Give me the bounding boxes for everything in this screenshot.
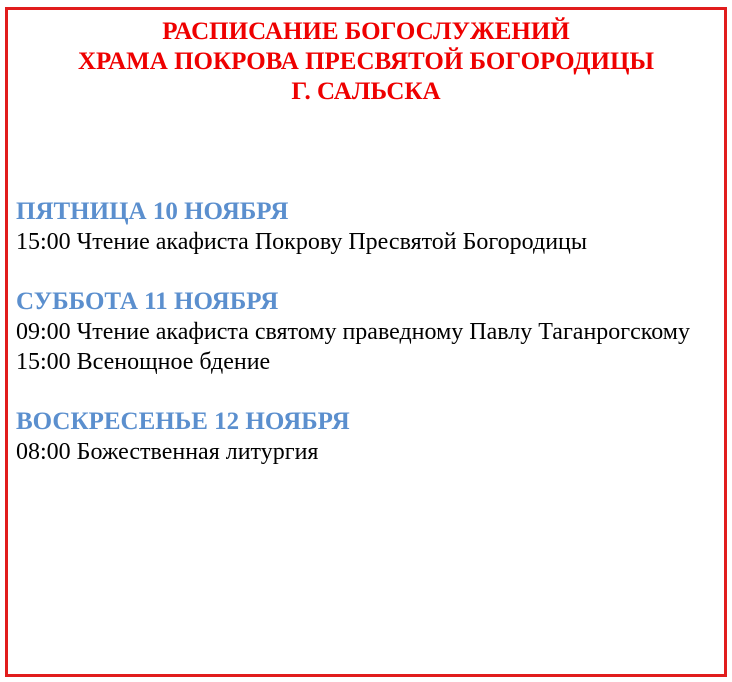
event-text: Чтение акафиста святому праведному Павлу Таганрогскому — [76, 319, 690, 345]
event-item — [16, 347, 706, 377]
event-time: 08:00 — [16, 439, 71, 465]
event-text: Всенощное бдение — [76, 349, 271, 375]
event-item — [16, 437, 706, 467]
event-item — [16, 227, 706, 257]
event-time: 09:00 — [16, 319, 71, 345]
event-text: Божественная литургия — [76, 439, 319, 465]
title-line-3: Г. САЛЬСКА — [291, 78, 441, 105]
day-block-saturday — [16, 287, 706, 377]
schedule-frame — [5, 7, 727, 677]
schedule-content — [16, 197, 706, 497]
day-heading: ПЯТНИЦА 10 НОЯБРЯ — [16, 198, 289, 225]
schedule-title — [8, 17, 724, 107]
event-time: 15:00 — [16, 349, 71, 375]
event-text: Чтение акафиста Покрову Пресвятой Богородицы — [76, 229, 587, 255]
title-line-1: РАСПИСАНИЕ БОГОСЛУЖЕНИЙ — [162, 18, 570, 45]
day-block-sunday — [16, 407, 706, 467]
event-time: 15:00 — [16, 229, 71, 255]
day-block-friday — [16, 197, 706, 257]
day-heading: ВОСКРЕСЕНЬЕ 12 НОЯБРЯ — [16, 408, 350, 435]
title-line-2: ХРАМА ПОКРОВА ПРЕСВЯТОЙ БОГОРОДИЦЫ — [78, 48, 654, 75]
event-item — [16, 317, 706, 347]
day-heading: СУББОТА 11 НОЯБРЯ — [16, 288, 279, 315]
